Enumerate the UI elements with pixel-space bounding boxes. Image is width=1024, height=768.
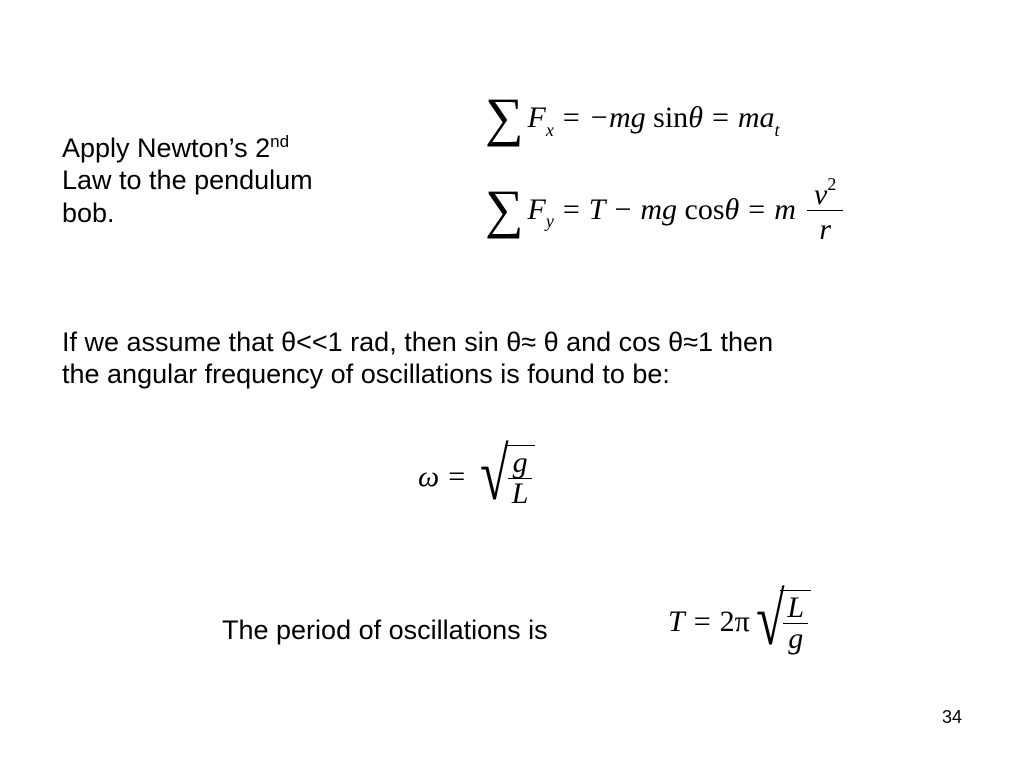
eq-fx-neg-mg: −mg: [588, 101, 646, 134]
eq-fy-v-exponent: 2: [827, 173, 837, 194]
intro-superscript: nd: [270, 132, 290, 151]
fraction-v2-over-r: [807, 173, 843, 246]
minus-sign: −: [614, 193, 632, 226]
intro-line-1: [62, 132, 313, 164]
eq-omega-symbol: ω: [418, 460, 440, 493]
equation-omega: [418, 434, 535, 516]
fraction-denominator: g: [783, 623, 808, 654]
eq-period-T: T: [668, 605, 685, 638]
summation-symbol: ∑: [485, 87, 524, 147]
eq-period-coefficient: 2π: [719, 605, 750, 638]
assumption-text: [62, 326, 982, 391]
eq-fy-v: v: [814, 177, 828, 211]
fraction-numerator: g: [512, 446, 528, 479]
eq-fy-m: m: [774, 193, 796, 226]
assumption-line-2: the angular frequency of oscillations is found to be:: [62, 359, 670, 390]
eq-fx-F: F: [527, 101, 546, 134]
fraction-g-over-L: [508, 448, 533, 509]
fraction-denominator: L: [508, 478, 533, 509]
intro-line-3: bob.: [62, 197, 115, 228]
equals-sign: =: [562, 193, 580, 226]
radicand: [505, 445, 536, 509]
equals-sign: =: [748, 193, 766, 226]
eq-fy-F: F: [527, 193, 546, 226]
equals-sign: =: [448, 460, 466, 493]
eq-fx-ma: ma: [737, 101, 775, 134]
square-root: [750, 579, 811, 661]
equals-sign: =: [693, 605, 711, 638]
eq-fx-subscript-t: t: [774, 120, 780, 140]
eq-fx-sin: sin: [653, 101, 689, 134]
radical-sign: √: [755, 579, 785, 661]
intro-line-2: Law to the pendulum: [62, 165, 313, 196]
eq-fy-cos: cos: [684, 193, 725, 226]
eq-fy-subscript-y: y: [545, 211, 554, 231]
intro-line-1-text: Apply Newton’s 2: [62, 133, 271, 163]
fraction-numerator: [807, 173, 843, 211]
period-label: The period of oscillations is: [222, 615, 548, 645]
equation-sum-fy: [485, 160, 843, 246]
square-root: [474, 434, 535, 516]
slide-number: 34: [941, 707, 962, 727]
intro-text: [62, 132, 313, 229]
equation-sum-fx: [485, 82, 780, 147]
fraction-denominator: r: [807, 210, 843, 245]
equals-sign: =: [562, 101, 580, 134]
equation-period: [668, 579, 811, 661]
assumption-line-1: If we assume that θ<<1 rad, then sin θ≈ θ and cos θ≈1 then: [62, 327, 774, 357]
radical-sign: √: [480, 434, 509, 516]
eq-fx-subscript-x: x: [545, 120, 554, 140]
equals-sign: =: [711, 101, 729, 134]
summation-symbol: ∑: [485, 179, 524, 239]
fraction-numerator: L: [787, 591, 805, 624]
eq-fy-T: T: [588, 193, 606, 226]
eq-fx-theta: θ: [688, 101, 703, 134]
radicand: [780, 590, 811, 654]
eq-fy-mg: mg: [640, 193, 678, 226]
eq-fy-theta: θ: [724, 193, 740, 226]
fraction-L-over-g: [783, 593, 808, 654]
